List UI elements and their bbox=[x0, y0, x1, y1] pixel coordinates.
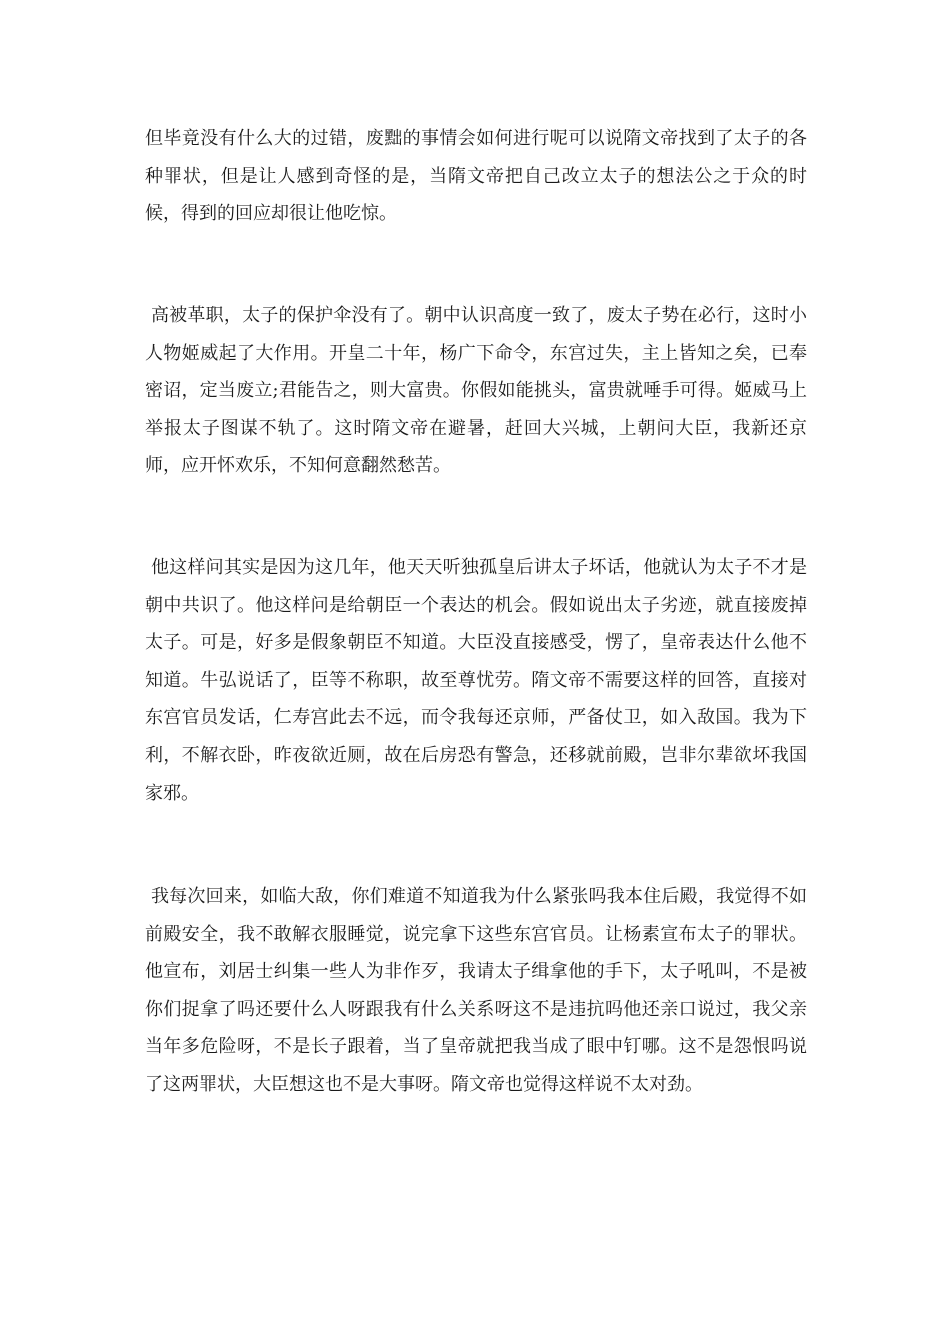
paragraph: 但毕竟没有什么大的过错，废黜的事情会如何进行呢可以说隋文帝找到了太子的各种罪状，但是让人感到奇怪的是，当隋文帝把自己改立太子的想法公之于众的时候，得到的回应却很让他吃惊。 bbox=[145, 128, 807, 225]
paragraph: 我每次回来，如临大敌，你们难道不知道我为什么紧张吗我本住后殿，我觉得不如前殿安全，我不敢解衣服睡觉，说完拿下这些东宫官员。让杨素宣布太子的罪状。他宣布，刘居士纠集一些人为非作歹，我请太子缉拿他的手下，太子吼叫，不是被你们捉拿了吗还要什么人呀跟我有什么关系呀这不是违抗吗他还亲口说过，我父亲当年多危险呀，不是长子跟着，当了皇帝就把我当成了眼中钉哪。这不是怨恨吗说了这两罪状，大臣想这也不是大事呀。隋文帝也觉得这样说不太对劲。 bbox=[145, 886, 807, 1095]
paragraph: 他这样问其实是因为这几年，他天天听独孤皇后讲太子坏话，他就认为太子不才是朝中共识了。他这样问是给朝臣一个表达的机会。假如说出太子劣迹，就直接废掉太子。可是，好多是假象朝臣不知道。大臣没直接感受，愣了，皇帝表达什么他不知道。牛弘说话了，臣等不称职，故至尊忧劳。隋文帝不需要这样的回答，直接对东宫官员发话，仁寿宫此去不远，而令我每还京师，严备仗卫，如入敌国。我为下利，不解衣卧，昨夜欲近厕，故在后房恐有警急，还移就前殿，岂非尔辈欲坏我国家邪。 bbox=[145, 557, 807, 804]
paragraph: 高被革职，太子的保护伞没有了。朝中认识高度一致了，废太子势在必行，这时小人物姬威起了大作用。开皇二十年，杨广下命令，东宫过失，主上皆知之矣，已奉密诏，定当废立;君能告之，则大富贵。你假如能挑头，富贵就唾手可得。姬威马上举报太子图谋不轨了。这时隋文帝在避暑，赶回大兴城，上朝问大臣，我新还京师，应开怀欢乐，不知何意翻然愁苦。 bbox=[145, 305, 807, 477]
